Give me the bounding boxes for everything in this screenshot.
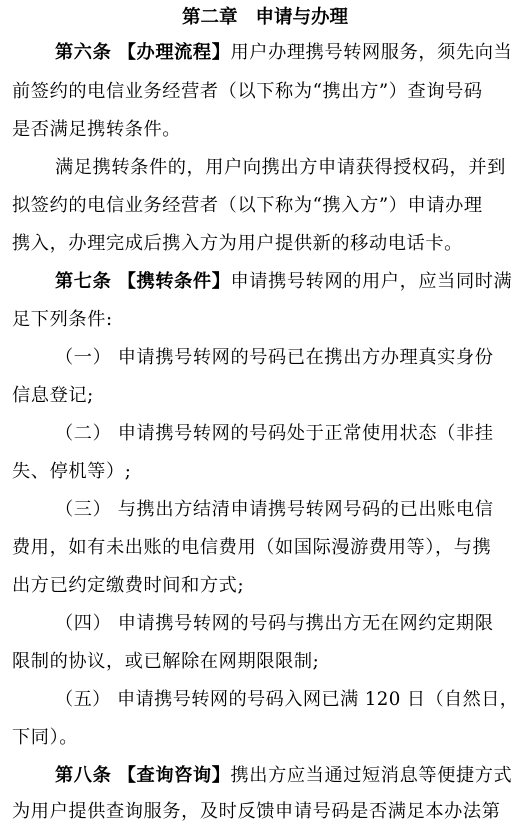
item-5-line-2: 下同）。 (12, 727, 79, 748)
item-1-line-2: 信息登记; (12, 385, 94, 406)
chapter-title (0, 6, 530, 30)
article-8-number: 第八条 (55, 765, 112, 786)
article-7-line-1 (55, 270, 518, 294)
article-8-text: 携出方应当通过短消息等便捷方式 (230, 765, 513, 786)
item-2-line-2: 失、停机等）; (12, 461, 132, 482)
article-7-heading: 【携转条件】 (117, 271, 231, 292)
chapter-name: 申请与办理 (255, 7, 349, 28)
item-3-line-1: （三） 与携出方结清申请携号转网号码的已出账电信 (55, 499, 494, 520)
article-6-text: 用户办理携号转网服务，须先向当 (230, 42, 513, 63)
item-2-line-1: （二） 申请携号转网的号码处于正常使用状态（非挂 (55, 423, 494, 444)
article-8-heading: 【查询咨询】 (117, 765, 231, 786)
item-1-line-1: （一） 申请携号转网的号码已在携出方办理真实身份 (55, 347, 494, 368)
item-4-line-1: （四） 申请携号转网的号码与携出方无在网约定期限 (55, 613, 494, 634)
chapter-number: 第二章 (181, 7, 238, 28)
article-8-line-2: 为用户提供查询服务，及时反馈申请号码是否满足本办法第 (12, 801, 501, 822)
paragraph-line-2: 拟签约的电信业务经营者（以下称为“携入方”）申请办理 (12, 195, 483, 216)
article-6-line-1 (55, 41, 518, 65)
item-3-line-3: 出方已约定缴费时间和方式; (12, 575, 245, 596)
paragraph-line-3: 携入，办理完成后携入方为用户提供新的移动电话卡。 (12, 233, 463, 254)
article-6-number: 第六条 (55, 42, 112, 63)
article-6-line-2: 前签约的电信业务经营者（以下称为“携出方”）查询号码 (12, 81, 483, 102)
article-7-line-2: 足下列条件: (12, 309, 113, 330)
item-5-line-1: （五） 申请携号转网的号码入网已满 120 日（自然日， (55, 689, 519, 710)
article-7-text: 申请携号转网的用户，应当同时满 (230, 271, 513, 292)
paragraph-line-1: 满足携转条件的，用户向携出方申请获得授权码，并到 (55, 157, 506, 178)
item-4-line-2: 限制的协议，或已解除在网期限限制; (12, 651, 320, 672)
article-6-heading: 【办理流程】 (117, 42, 231, 63)
article-7-number: 第七条 (55, 271, 112, 292)
article-6-line-3: 是否满足携转条件。 (12, 119, 182, 140)
item-3-line-2: 费用，如有未出账的电信费用（如国际漫游费用等），与携 (12, 537, 492, 558)
article-8-line-1 (55, 764, 518, 788)
